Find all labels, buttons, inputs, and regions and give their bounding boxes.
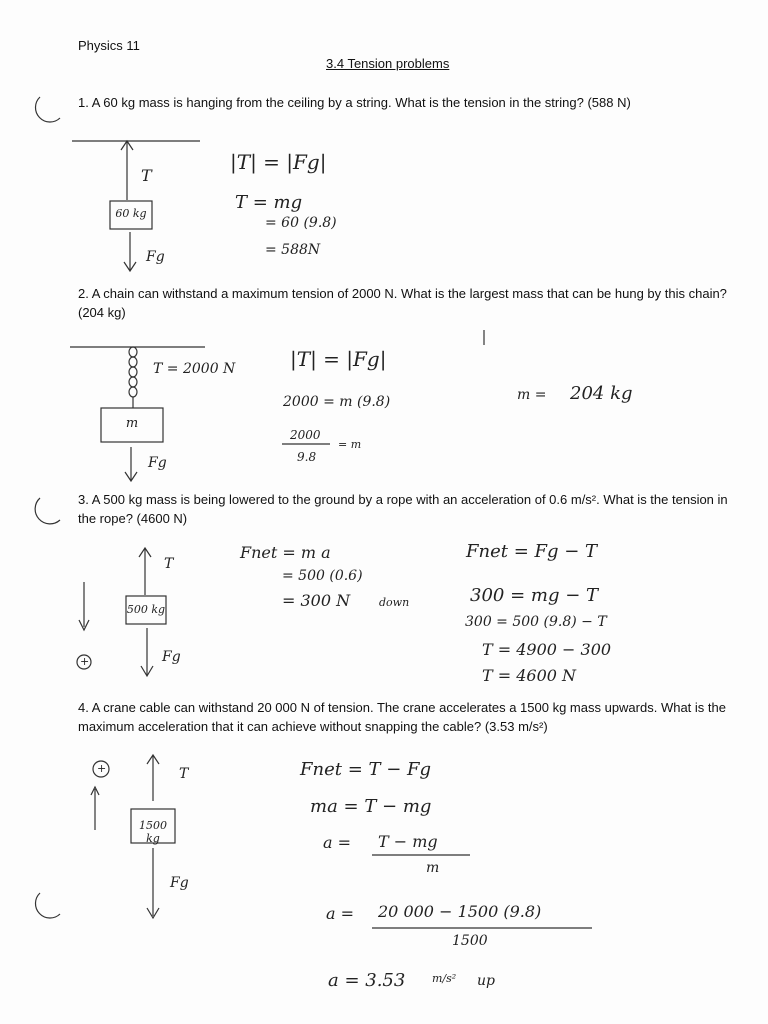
problem-3-work-line: = 300 N	[282, 591, 351, 610]
hole-punch-icon	[35, 893, 60, 918]
problem-2-fraction-bottom: 9.8	[297, 450, 317, 464]
problem-3-work-line: = 500 (0.6)	[282, 568, 363, 584]
problem-2-mass-label: m	[125, 416, 139, 431]
hole-punch-icon	[35, 97, 60, 122]
problem-1-work-line: |T| = |Fg|	[230, 150, 327, 174]
problem-4-work-line: a =	[323, 833, 352, 852]
problem-2-tension-label: T = 2000 N	[153, 361, 236, 377]
problem-4-gravity-label: Fg	[170, 875, 189, 891]
problem-1-work-line: = 60 (9.8)	[265, 215, 337, 231]
problem-1-tension-label: T	[141, 166, 152, 185]
problem-3-question: 3. A 500 kg mass is being lowered to the ground by a rope with an acceleration of 0.6 m/s². What is the tension in the rope? (4600 N)	[78, 492, 728, 526]
problem-2-work-line: 2000 = m (9.8)	[283, 394, 391, 410]
problem-3-work-line: T = 4900 − 300	[482, 640, 612, 659]
problem-4-tension-label: T	[179, 766, 189, 782]
problem-4-work-line: Fnet = T − Fg	[300, 759, 432, 780]
problem-2-answer: 204 kg	[570, 383, 633, 404]
course-name: Physics 11	[78, 38, 140, 53]
problem-1-work-line: = 588N	[265, 242, 321, 258]
problem-4-fraction-top: 20 000 − 1500 (9.8)	[378, 902, 542, 921]
problem-2-work-line: |T| = |Fg|	[290, 347, 387, 371]
positive-sign: +	[97, 762, 107, 775]
hole-punch-icon	[35, 498, 60, 524]
problem-3-work-line: 300 = mg − T	[470, 585, 599, 606]
problem-1-gravity-label: Fg	[146, 249, 165, 265]
problem-1-mass-label: 60 kg	[115, 207, 147, 220]
problem-4-work-line: a =	[326, 904, 355, 923]
problem-2-gravity-label: Fg	[148, 455, 167, 471]
problem-4-fraction-top: T − mg	[378, 832, 438, 851]
problem-3-work-line: Fnet = m a	[240, 543, 331, 562]
problem-2-work-line: m =	[517, 387, 547, 403]
problem-3-tension-label: T	[164, 556, 174, 572]
problem-3-work-line: Fnet = Fg − T	[466, 541, 598, 562]
problem-3-work-line: down	[379, 596, 410, 609]
problem-4-question: 4. A crane cable can withstand 20 000 N of tension. The crane accelerates a 1500 kg mass upwards. What is the maximum acceleration that it can achieve without snapping the cable? (3.53 m/s²)	[78, 700, 726, 734]
problem-3-work-line: 300 = 500 (9.8) − T	[465, 614, 607, 630]
problem-2-work-line: = m	[338, 438, 362, 451]
positive-sign: +	[80, 655, 90, 668]
problem-3-mass-label: 500 kg	[126, 603, 166, 616]
problem-4-answer-direction: up	[477, 973, 495, 989]
problem-4-answer-unit: m/s²	[432, 972, 457, 985]
problem-4-work-line: ma = T − mg	[310, 796, 432, 817]
problem-2-fraction-top: 2000	[290, 428, 321, 442]
problem-1-work-line: T = mg	[235, 192, 303, 213]
page-title: 3.4 Tension problems	[326, 56, 450, 71]
problem-4-fraction-bottom: 1500	[452, 933, 488, 949]
problem-3-gravity-label: Fg	[162, 649, 181, 665]
problem-4-mass-label: 1500 kg	[139, 819, 167, 845]
problem-2-question: 2. A chain can withstand a maximum tension of 2000 N. What is the largest mass that can be hung by this chain? (204 kg)	[78, 286, 727, 320]
problem-4-answer: a = 3.53	[328, 970, 406, 991]
problem-4-fraction-bottom: m	[426, 860, 440, 876]
problem-1-question: 1. A 60 kg mass is hanging from the ceiling by a string. What is the tension in the string? (588 N)	[78, 95, 631, 110]
problem-3-answer: T = 4600 N	[482, 666, 577, 685]
